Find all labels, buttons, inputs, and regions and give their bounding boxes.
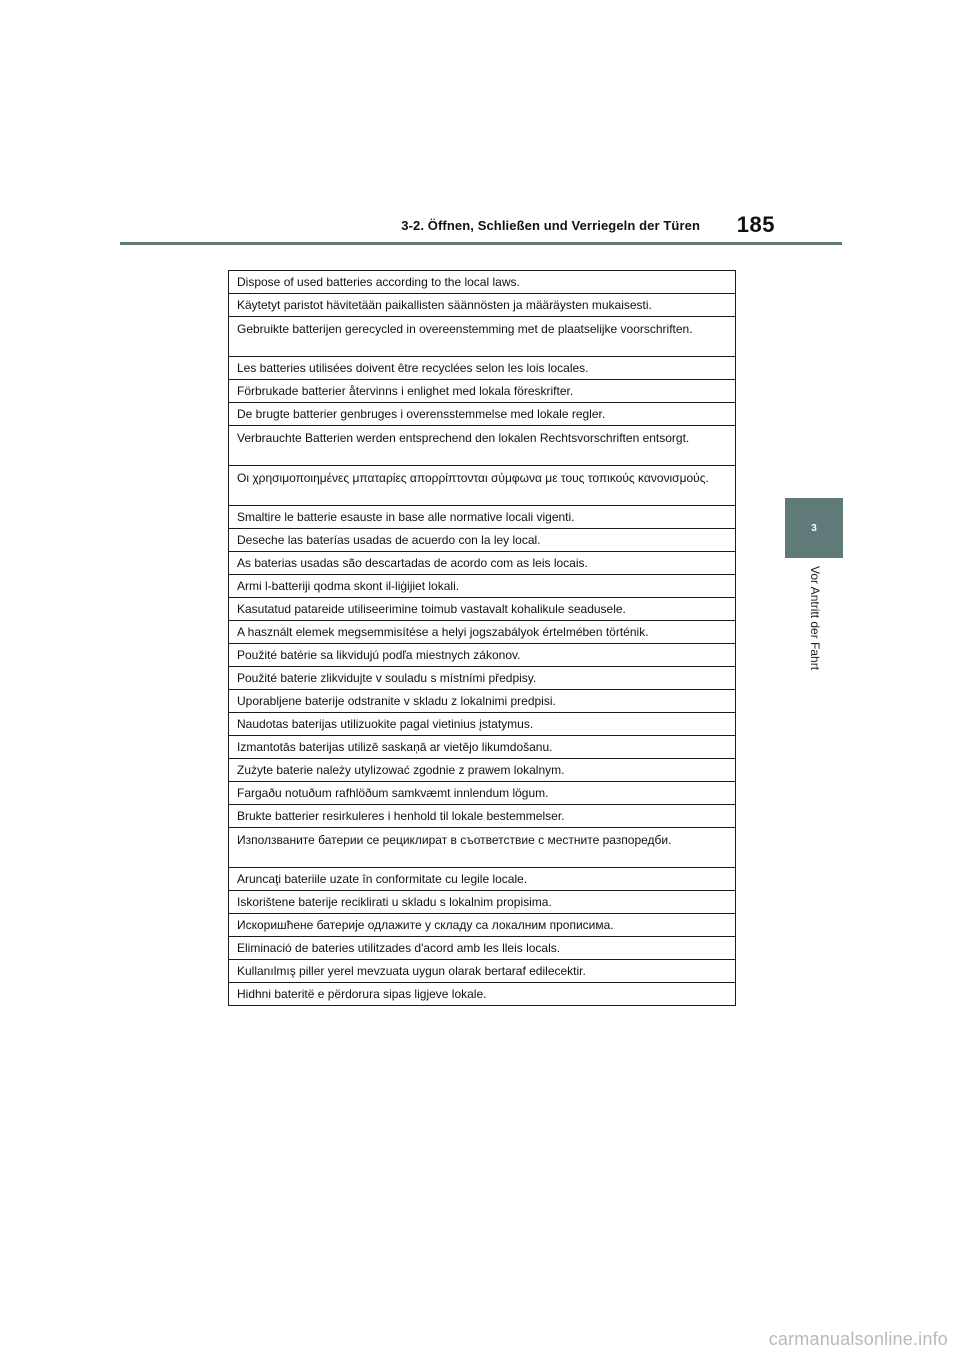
table-row: Искоришћене батерије одлажите у складу са локалним прописима. [229,914,735,937]
table-row: Dispose of used batteries according to the local laws. [229,271,735,294]
table-row: Brukte batterier resirkuleres i henhold til lokale bestemmelser. [229,805,735,828]
table-row: Les batteries utilisées doivent être recyclées selon les lois locales. [229,357,735,380]
table-row: Verbrauchte Batterien werden entsprechend den lokalen Rechtsvorschriften entsorgt. [229,426,735,466]
chapter-side-label [775,566,853,686]
table-row: Naudotas baterijas utilizuokite pagal vietinius įstatymus. [229,713,735,736]
table-row: Kullanılmış piller yerel mevzuata uygun olarak bertaraf edilecektir. [229,960,735,983]
chapter-tab [785,498,843,558]
chapter-number: 3 [811,522,817,534]
table-row: Eliminació de bateries utilitzades d'acord amb les lleis locals. [229,937,735,960]
table-row: Käytetyt paristot hävitetään paikallisten säännösten ja määräysten mukaisesti. [229,294,735,317]
header-divider [120,242,842,245]
table-row: A használt elemek megsemmisítése a helyi jogszabályok értelmében történik. [229,621,735,644]
table-row: Použité batérie sa likvidujú podľa miestnych zákonov. [229,644,735,667]
table-row: Použité baterie zlikvidujte v souladu s místními předpisy. [229,667,735,690]
table-row: Aruncaţi bateriile uzate în conformitate cu legile locale. [229,868,735,891]
table-row: Zużyte baterie należy utylizować zgodnie z prawem lokalnym. [229,759,735,782]
table-row: Gebruikte batterijen gerecycled in overeenstemming met de plaatselijke voorschriften. [229,317,735,357]
table-row: Förbrukade batterier återvinns i enlighet med lokala föreskrifter. [229,380,735,403]
table-row: Smaltire le batterie esauste in base alle normative locali vigenti. [229,506,735,529]
table-row: As baterias usadas são descartadas de acordo com as leis locais. [229,552,735,575]
battery-disposal-table [228,270,736,1006]
chapter-label: Vor Antritt der Fahrt [808,566,822,671]
table-row: Kasutatud patareide utiliseerimine toimub vastavalt kohalikule seadusele. [229,598,735,621]
table-row: Armi l-batteriji qodma skont il-liġijiet lokali. [229,575,735,598]
table-row: Οι χρησιμοποιημένες μπαταρίες απορρίπτονται σύμφωνα με τους τοπικούς κανονισμούς. [229,466,735,506]
page-number: 185 [736,212,775,237]
table-row: Използваните батерии се рециклират в съответствие с местните разпоредби. [229,828,735,868]
table-row: Deseche las baterías usadas de acuerdo con la ley local. [229,529,735,552]
table-row: Hidhni bateritë e përdorura sipas ligjeve lokale. [229,983,735,1006]
table-row: Izmantotās baterijas utilizē saskaņā ar vietējo likumdošanu. [229,736,735,759]
table-row: Iskorištene baterije reciklirati u skladu s lokalnim propisima. [229,891,735,914]
table-row: Uporabljene baterije odstranite v skladu z lokalnimi predpisi. [229,690,735,713]
section-title: 3-2. Öffnen, Schließen und Verriegeln der Türen [401,218,700,233]
table-row: Fargaðu notuðum rafhlöðum samkvæmt innlendum lögum. [229,782,735,805]
table-row: De brugte batterier genbruges i overensstemmelse med lokale regler. [229,403,735,426]
site-watermark: carmanualsonline.info [768,1329,948,1349]
